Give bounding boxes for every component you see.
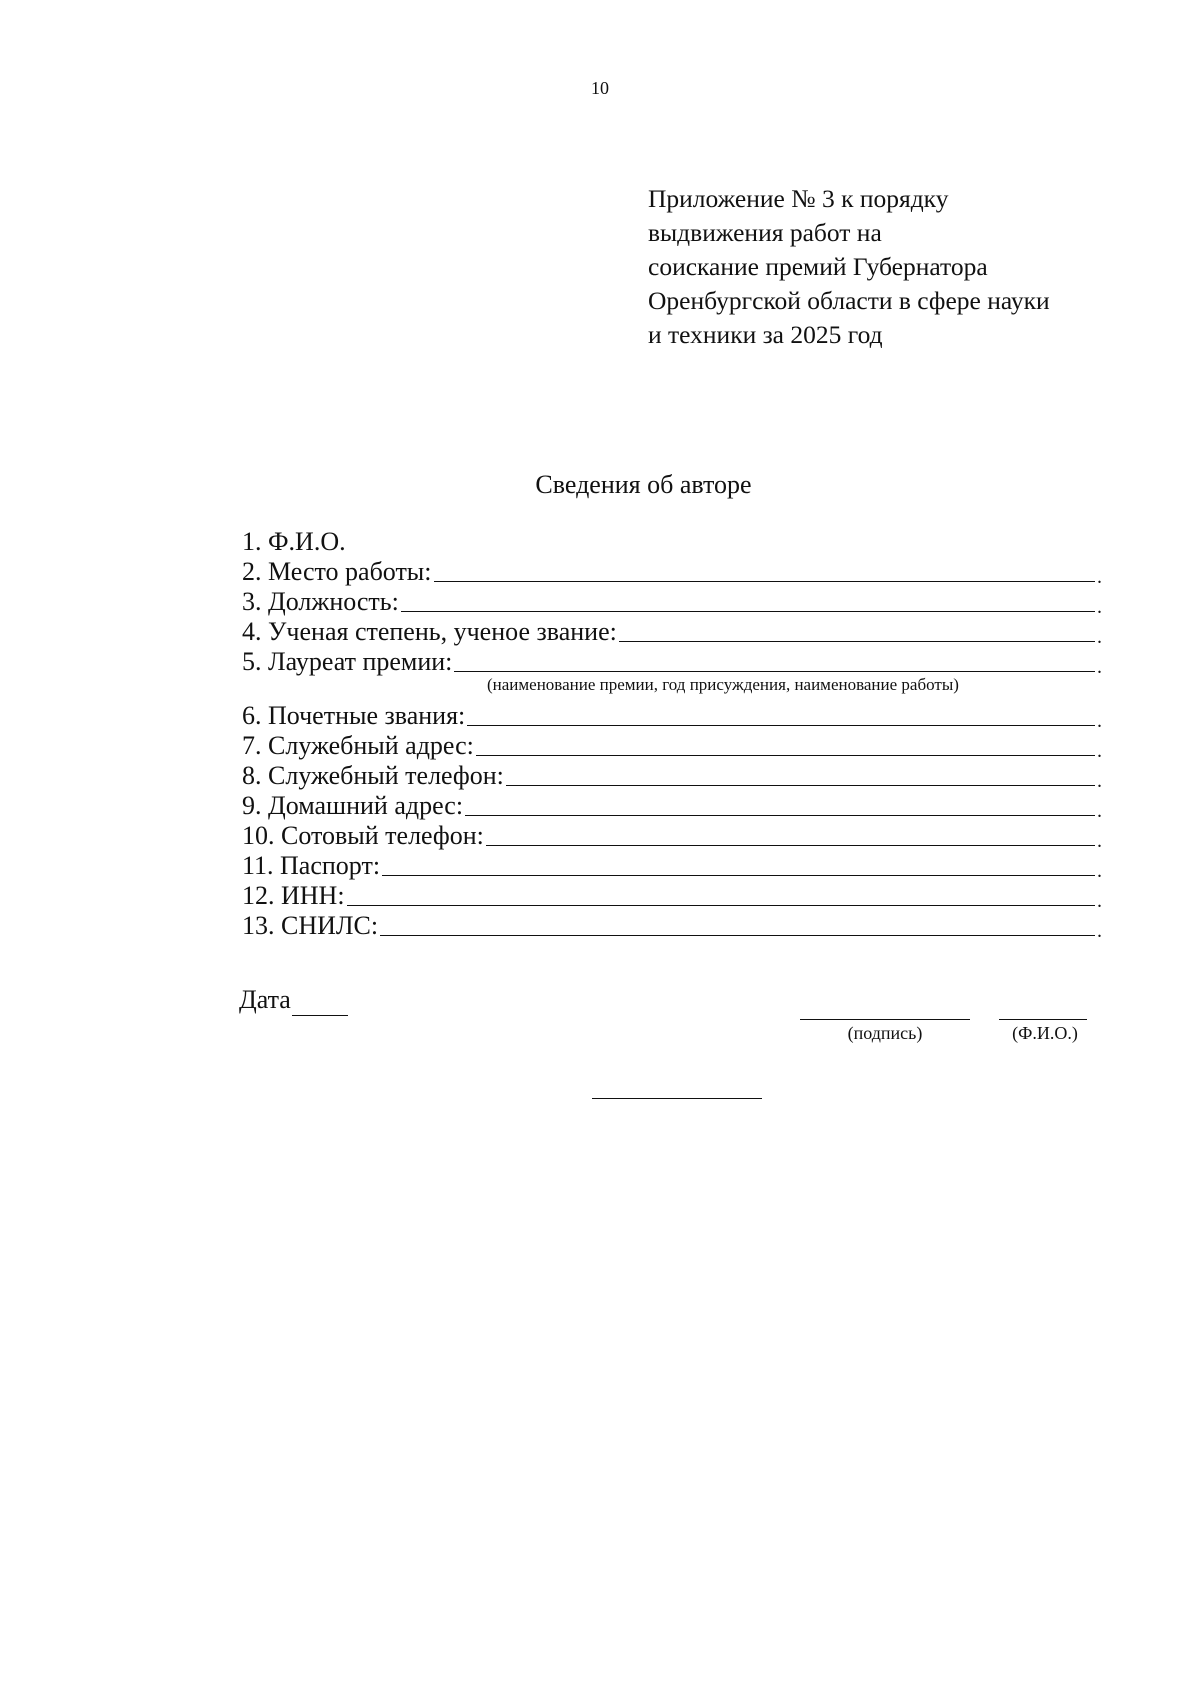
field-prize-laureate — [242, 647, 1102, 677]
fill-line[interactable] — [619, 640, 1095, 642]
line-end-dot: . — [1097, 860, 1102, 882]
fill-line[interactable] — [434, 580, 1095, 582]
fill-line[interactable] — [382, 874, 1095, 876]
field-label: 1. Ф.И.О. — [242, 527, 346, 556]
field-label: 10. Сотовый телефон: — [242, 821, 484, 850]
field-label: 3. Должность: — [242, 587, 399, 616]
field-label: 2. Место работы: — [242, 557, 432, 586]
field-work-address — [242, 731, 1102, 761]
field-inn — [242, 881, 1102, 911]
field-mobile-phone — [242, 821, 1102, 851]
appendix-note — [648, 182, 1168, 352]
page-number: 10 — [591, 78, 609, 98]
appendix-line: и техники за 2025 год — [648, 320, 883, 349]
field-workplace — [242, 557, 1102, 587]
field-label: 6. Почетные звания: — [242, 701, 466, 730]
line-end-dot: . — [1097, 890, 1102, 912]
field-label: 9. Домашний адрес: — [242, 791, 464, 820]
closing-divider — [592, 1097, 762, 1099]
appendix-line: Приложение № 3 к порядку — [648, 184, 949, 213]
field-position — [242, 587, 1102, 617]
fill-line[interactable] — [465, 814, 1095, 816]
field-academic-degree — [242, 617, 1102, 647]
line-end-dot: . — [1097, 920, 1102, 942]
field-label: 4. Ученая степень, ученое звание: — [242, 617, 617, 646]
name-caption: (Ф.И.О.) — [1012, 1023, 1078, 1043]
appendix-line: выдвижения работ на — [648, 218, 882, 247]
fill-line[interactable] — [380, 934, 1095, 936]
line-end-dot: . — [1097, 770, 1102, 792]
date-field — [239, 985, 348, 1016]
field-label: 13. СНИЛС: — [242, 911, 379, 940]
fill-line[interactable] — [476, 754, 1095, 756]
form-title: Сведения об авторе — [535, 470, 752, 499]
date-label: Дата — [239, 985, 291, 1014]
field-home-address — [242, 791, 1102, 821]
line-end-dot: . — [1097, 566, 1102, 588]
fill-line[interactable] — [401, 610, 1095, 612]
field-full-name — [242, 527, 1102, 557]
field-work-phone — [242, 761, 1102, 791]
line-end-dot: . — [1097, 626, 1102, 648]
field-label: 12. ИНН: — [242, 881, 345, 910]
field-passport — [242, 851, 1102, 881]
fill-line[interactable] — [506, 784, 1095, 786]
appendix-line: соискание премий Губернатора — [648, 252, 988, 281]
appendix-line: Оренбургской области в сфере науки — [648, 286, 1050, 315]
name-line[interactable] — [999, 1018, 1087, 1020]
line-end-dot: . — [1097, 710, 1102, 732]
line-end-dot: . — [1097, 800, 1102, 822]
field-label: 7. Служебный адрес: — [242, 731, 474, 760]
date-blank[interactable] — [292, 985, 348, 1016]
line-end-dot: . — [1097, 596, 1102, 618]
fill-line[interactable] — [467, 724, 1095, 726]
prize-caption: (наименование премии, год присуждения, наименование работы) — [487, 675, 959, 694]
line-end-dot: . — [1097, 830, 1102, 852]
fill-line[interactable] — [347, 904, 1095, 906]
field-snils — [242, 911, 1102, 941]
field-label: 11. Паспорт: — [242, 851, 381, 880]
field-label: 5. Лауреат премии: — [242, 647, 453, 676]
fill-line[interactable] — [454, 670, 1095, 672]
field-label: 8. Служебный телефон: — [242, 761, 504, 790]
line-end-dot: . — [1097, 740, 1102, 762]
field-honorary-titles — [242, 701, 1102, 731]
signature-caption: (подпись) — [847, 1023, 923, 1043]
line-end-dot: . — [1097, 656, 1102, 678]
fill-line[interactable] — [486, 844, 1095, 846]
author-fields — [242, 527, 1102, 941]
signature-line[interactable] — [800, 1018, 970, 1020]
